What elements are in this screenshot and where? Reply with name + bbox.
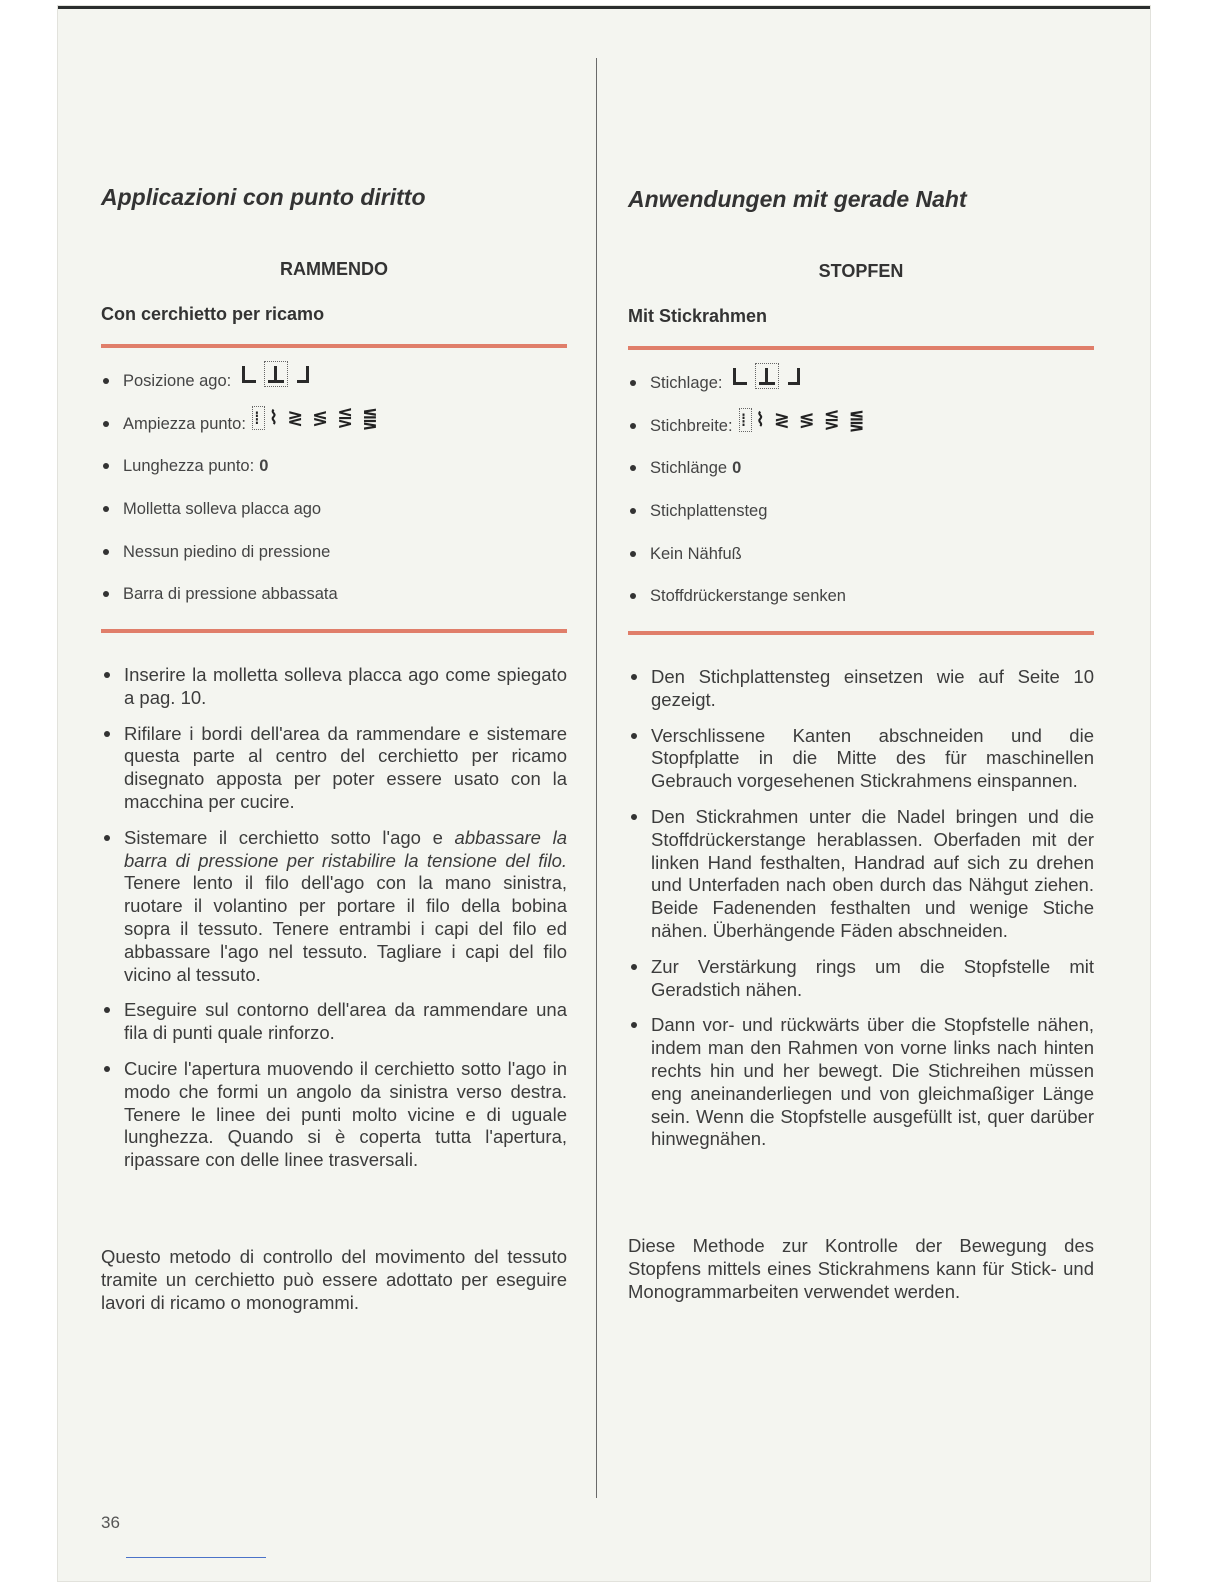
step-item: Verschlissene Kanten abschneiden und die Stopfplatte in die Mitte des für maschinellen Gebrauch vorgesehenen Stickrahmens einspannen. [628,725,1094,793]
width-1-icon: ⌇ [755,408,768,431]
step-item: Eseguire sul contorno dell'area da rammendare una fila di punti quale rinforzo. [101,999,567,1045]
width-1-icon: ⌇ [268,406,282,429]
setting-label: Stoffdrückerstange senken [650,587,846,606]
setting-label: Stichplattensteg [650,502,768,521]
step-emphasis: abbassare la barra di pressione per ristabilire la tensione del filo. [124,826,567,871]
subsection-heading: Con cerchietto per ricamo [101,304,325,324]
setting-item [101,406,387,457]
top-rule [628,346,1094,350]
page-number: 36 [101,1513,120,1532]
needle-center-icon [757,365,777,387]
width-3-icon: ≶ [798,408,818,431]
setting-label: Posizione ago: [123,372,232,390]
width-0-icon: ⁞ [740,408,750,431]
setting-item [101,456,387,499]
setting-label: Stichbreite: [650,416,733,435]
steps-list [628,666,1094,1164]
step-text: Tenere lento il filo dell'ago con la mano sinistra, ruotare il volantino per portare il filo della bobina sopra il tessuto. Tenere entrambi i capi del filo ed abbassare l'ago nel tessuto. Tagliare i capi del filo vicino al tessuto. [124,872,567,985]
setting-value: 0 [259,457,269,476]
width-4-icon: ⋚ [823,408,843,431]
step-item: Den Stichplattensteg einsetzen wie auf Seite 10 gezeigt. [628,666,1094,712]
width-4-icon: ⋚ [337,406,356,429]
needle-position-icons [239,363,320,385]
bottom-rule [101,629,567,633]
needle-right-icon [784,365,804,387]
steps-list [101,664,567,1185]
width-2-icon: ≷ [287,406,307,429]
step-item: Dann vor- und rückwärts über die Stopfstelle nähen, indem man den Rahmen von vorne links nach hinten rechts hin und her bewegt. Die Stichreihen müssen eng aneinanderliegen und von gleichmaßiger Länge sein. Wenn die Stopfstelle ausgefüllt ist, quer darüber hinwegnähen. [628,1014,1094,1151]
setting-label: Nessun piedino di pressione [123,542,331,561]
setting-item [101,584,387,627]
setting-label: Kein Nähfuß [650,544,742,563]
setting-label: Molletta solleva placca ago [123,500,322,519]
setting-item [628,586,874,629]
step-item: Cucire l'apertura muovendo il cerchietto sotto l'ago in modo che formi un angolo da sinistra verso destra. Tenere le linee dei punti molto vicine e di uguale lunghezza. Quando si è coperta tutta l'apertura, ripassare con delle linee trasversali. [101,1058,567,1172]
section-heading: STOPFEN [818,261,904,281]
setting-label: Barra di pressione abbassata [123,585,338,604]
setting-item [628,501,874,544]
needle-left-icon [239,363,259,385]
setting-value: 0 [732,459,742,478]
settings-list [101,371,387,627]
setting-item [628,408,874,459]
top-rule [101,344,567,348]
closing-paragraph: Questo metodo di controllo del movimento del tessuto tramite un cerchietto può essere adottato per eseguire lavori di ricamo o monogrammi. [101,1246,567,1313]
section-heading: RAMMENDO [280,259,388,279]
page-title: Anwendungen mit gerade Naht [628,186,967,212]
needle-left-icon [730,365,750,387]
width-2-icon: ≷ [773,408,793,431]
setting-item [628,544,874,587]
setting-label: Stichlänge [650,459,728,478]
step-item: Zur Verstärkung rings um die Stopfstelle mit Geradstich nähen. [628,956,1094,1002]
subsection-heading: Mit Stickrahmen [628,306,768,326]
stitch-width-icons [741,408,874,430]
setting-item [101,499,387,542]
needle-position-icons [730,365,811,387]
step-item [101,827,567,987]
page-title: Applicazioni con punto diritto [101,184,426,210]
closing-paragraph: Diese Methode zur Kontrolle der Bewegung des Stopfens mittels eines Stickrahmens kann für Stick- und Monogrammarbeiten verwendet werden. [628,1235,1094,1302]
needle-right-icon [293,363,313,385]
column-divider [596,58,597,1498]
width-5-icon: ⪋ [362,406,381,429]
width-5-icon: ⪋ [848,408,868,431]
step-item: Den Stickrahmen unter die Nadel bringen und die Stoffdrückerstange herablassen. Oberfaden mit der linken Hand festhalten, Handrad auf sich zu drehen und Unterfaden nach oben durch das Nähgut ziehen. Beide Fadenenden festhalten und wenige Stiche nähen. Überhängende Fäden abschneiden. [628,806,1094,943]
needle-center-icon [266,363,286,385]
width-3-icon: ≶ [312,406,332,429]
setting-label: Ampiezza punto: [123,414,246,433]
bottom-rule [628,631,1094,635]
bottom-edge-mark [126,1557,266,1558]
setting-label: Stichlage: [650,374,723,392]
setting-item [101,542,387,585]
setting-item [628,458,874,501]
settings-list [628,373,874,629]
step-item: Rifilare i bordi dell'area da rammendare e sistemare questa parte al centro del cerchietto per ricamo disegnato apposta per poter essere usato con la macchina per cucire. [101,723,567,814]
step-text: Sistemare il cerchietto sotto l'ago e [124,826,455,848]
stitch-width-icons [254,406,387,428]
step-item: Inserire la molletta solleva placca ago come spiegato a pag. 10. [101,664,567,710]
setting-label: Lunghezza punto: [123,457,255,476]
width-0-icon: ⁞ [253,406,263,429]
